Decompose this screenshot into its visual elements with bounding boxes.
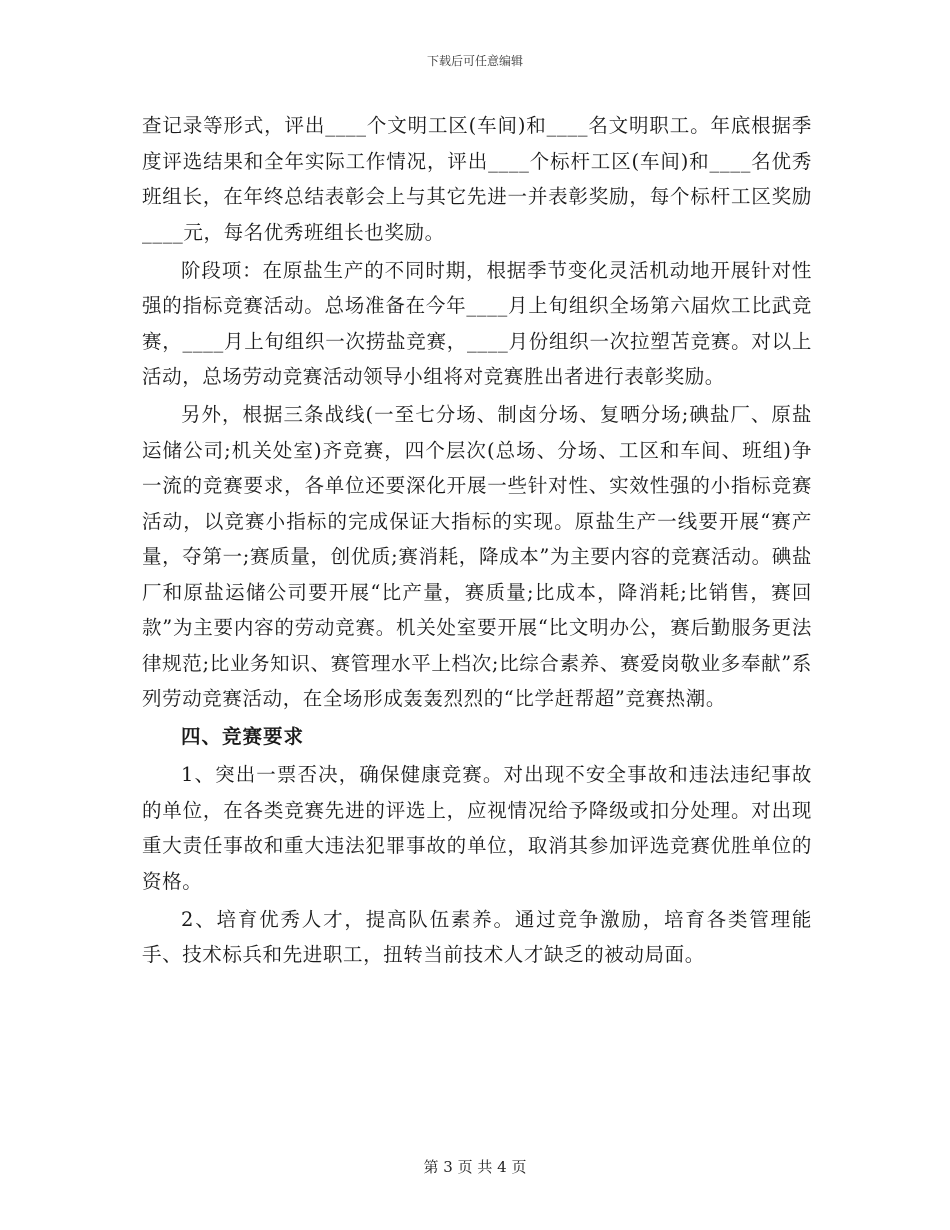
- requirement-item-1: 1、突出一票否决，确保健康竞赛。对出现不安全事故和违法违纪事故的单位，在各类竞赛先进的评选上，应视情况给予降级或扣分处理。对出现重大责任事故和重大违法犯罪事故的单位，取消其参加评选竞赛优胜单位的资格。: [142, 763, 812, 893]
- section-heading-requirements: 四、竞赛要求: [181, 725, 305, 748]
- paragraph-stage-items: 阶段项：在原盐生产的不同时期，根据季节变化灵活机动地开展针对性强的指标竞赛活动。总场准备在今年____月上旬组织全场第六届炊工比武竞赛，____月上旬组织一次捞盐竞赛，____月份组织一次拉塑苫竞赛。对以上活动，总场劳动竞赛活动领导小组将对竞赛胜出者进行表彰奖励。: [142, 258, 812, 388]
- paragraph-additional-competitions: 另外，根据三条战线(一至七分场、制卤分场、复晒分场;碘盐厂、原盐运储公司;机关处室)齐竞赛，四个层次(总场、分场、工区和车间、班组)争一流的竞赛要求，各单位还要深化开展一些针对性、实效性强的小指标竞赛活动，以竞赛小指标的完成保证大指标的实现。原盐生产一线要开展“赛产量，夺第一;赛质量，创优质;赛消耗，降成本”为主要内容的竞赛活动。碘盐厂和原盐运储公司要开展“比产量，赛质量;比成本，降消耗;比销售，赛回款”为主要内容的劳动竞赛。机关处室要开展“比文明办公，赛后勤服务更法律规范;比业务知识、赛管理水平上档次;比综合素养、赛爱岗敬业多奉献”系列劳动竞赛活动，在全场形成轰轰烈烈的“比学赶帮超”竞赛热潮。: [142, 403, 812, 710]
- paragraph-award-counts: 查记录等形式，评出____个文明工区(车间)和____名文明职工。年底根据季度评选结果和全年实际工作情况，评出____个标杆工区(车间)和____名优秀班组长，在年终总结表彰会上与其它先进一并表彰奖励，每个标杆工区奖励____元，每名优秀班组长也奖励。: [142, 114, 812, 244]
- page-number-footer: 第 3 页 共 4 页: [423, 1158, 527, 1176]
- requirement-item-2: 2、培育优秀人才，提高队伍素养。通过竞争激励，培育各类管理能手、技术标兵和先进职工，扭转当前技术人才缺乏的被动局面。: [142, 907, 812, 966]
- document-body: [142, 108, 812, 975]
- page-header-note: 下载后可任意编辑: [426, 54, 523, 68]
